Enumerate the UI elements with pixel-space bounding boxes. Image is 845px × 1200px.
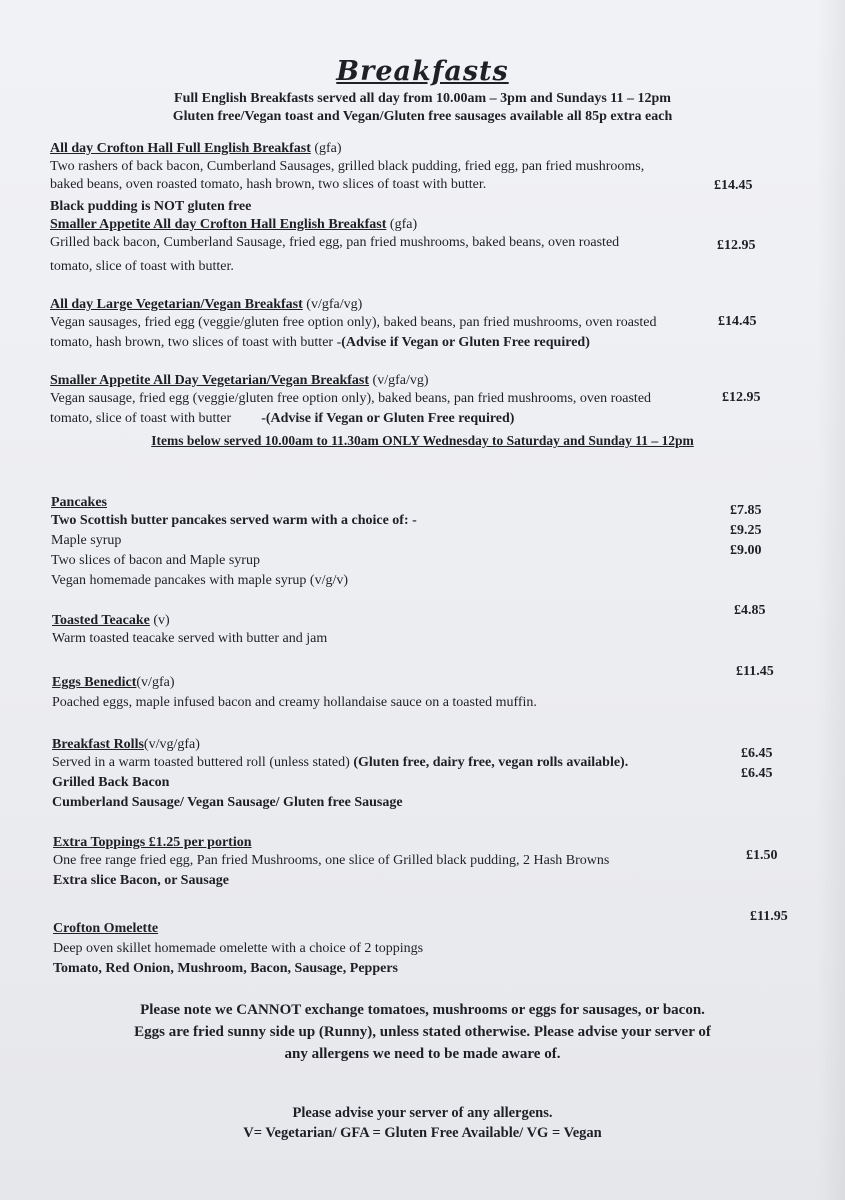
item-desc-line: One free range fried egg, Pan fried Mushrooms, one slice of Grilled black pudding, 2 Hash Browns xyxy=(53,853,610,868)
item-desc-line: Poached eggs, maple infused bacon and creamy hollandaise sauce on a toasted muffin. xyxy=(52,695,537,710)
item-price: £1.50 xyxy=(746,848,778,863)
item-desc-line xyxy=(50,410,514,428)
item-desc-line: Vegan sausage, fried egg (veggie/gluten free option only), baked beans, pan fried mushrooms, oven roasted xyxy=(50,391,652,406)
item-tag: (v/gfa/vg) xyxy=(369,373,429,388)
item-option: Grilled Back Bacon xyxy=(52,775,170,790)
item-name: Smaller Appetite All Day Vegetarian/Vegan Breakfast xyxy=(50,373,370,388)
item-option: Two slices of bacon and Maple syrup xyxy=(51,553,260,568)
serving-times-notice: Items below served 10.00am to 11.30am ONLY Wednesday to Saturday and Sunday 11 – 12pm xyxy=(151,433,694,448)
item-desc-line: baked beans, oven roasted tomato, hash brown, two slices of toast with butter. xyxy=(50,177,487,192)
footer-allergens: Please advise your server of any allergens. xyxy=(292,1105,553,1121)
desc-text: tomato, hash brown, two slices of toast with butter - xyxy=(50,335,342,350)
item-option: Vegan homemade pancakes with maple syrup (v/g/v) xyxy=(51,573,349,588)
footer-note-line: Please note we CANNOT exchange tomatoes, mushrooms or eggs for sausages, or bacon. xyxy=(140,1002,705,1018)
item-option: Tomato, Red Onion, Mushroom, Bacon, Sausage, Peppers xyxy=(53,961,398,976)
item-name: Breakfast Rolls xyxy=(52,737,144,752)
item-name: Toasted Teacake xyxy=(52,613,150,628)
item-option: Cumberland Sausage/ Vegan Sausage/ Gluten free Sausage xyxy=(52,795,403,810)
page-shadow xyxy=(817,0,845,1200)
item-price: £14.45 xyxy=(718,314,757,329)
item-benedict-heading xyxy=(52,674,174,692)
item-price: £9.00 xyxy=(730,543,762,558)
item-smaller-english-heading xyxy=(50,216,417,234)
page-title: Breakfasts xyxy=(336,56,509,87)
item-tag: (v/gfa) xyxy=(136,675,175,690)
item-pancakes-heading: Pancakes xyxy=(51,495,107,510)
item-price: £4.85 xyxy=(734,603,766,618)
intro-line-2: Gluten free/Vegan toast and Vegan/Gluten free sausages available all 85p extra each xyxy=(172,109,673,124)
footer-note-line: any allergens we need to be made aware of. xyxy=(284,1046,561,1062)
item-price: £7.85 xyxy=(730,503,762,518)
item-name: Smaller Appetite All day Crofton Hall English Breakfast xyxy=(50,217,387,232)
item-desc-line xyxy=(50,334,590,352)
item-desc-line: Two Scottish butter pancakes served warm with a choice of: - xyxy=(51,513,417,528)
item-desc-line: Grilled back bacon, Cumberland Sausage, fried egg, pan fried mushrooms, baked beans, oven roasted xyxy=(50,235,620,250)
item-price: £6.45 xyxy=(741,746,773,761)
item-toppings-heading: Extra Toppings £1.25 per portion xyxy=(53,835,252,850)
item-price: £11.45 xyxy=(736,664,774,679)
item-tag: (gfa) xyxy=(310,141,342,156)
item-name: Eggs Benedict xyxy=(52,675,137,690)
desc-text: Served in a warm toasted buttered roll (unless stated) xyxy=(52,755,354,770)
item-tag: (gfa) xyxy=(386,217,418,232)
item-full-english-heading xyxy=(50,140,342,158)
item-price: £11.95 xyxy=(750,909,788,924)
item-teacake-heading xyxy=(52,612,170,630)
desc-text: tomato, slice of toast with butter xyxy=(50,411,232,426)
item-name: All day Crofton Hall Full English Breakfast xyxy=(50,141,311,156)
item-name: All day Large Vegetarian/Vegan Breakfast xyxy=(50,297,303,312)
desc-advice: -(Advise if Vegan or Gluten Free required) xyxy=(261,411,515,426)
item-desc-line: Two rashers of back bacon, Cumberland Sausages, grilled black pudding, fried egg, pan fried mushrooms, xyxy=(50,159,645,174)
item-tag: (v/vg/gfa) xyxy=(143,737,200,752)
item-tag: (v/gfa/vg) xyxy=(302,297,363,312)
item-note: Black pudding is NOT gluten free xyxy=(50,199,252,214)
item-price: £6.45 xyxy=(741,766,773,781)
item-desc-line: Deep oven skillet homemade omelette with a choice of 2 toppings xyxy=(53,941,424,956)
item-option: Extra slice Bacon, or Sausage xyxy=(53,873,229,888)
item-omelette-heading: Crofton Omelette xyxy=(53,921,159,936)
item-price: £12.95 xyxy=(722,390,761,405)
item-smaller-veg-heading xyxy=(50,372,429,390)
item-option: Maple syrup xyxy=(51,533,122,548)
desc-advice: (Advise if Vegan or Gluten Free required) xyxy=(341,335,590,350)
item-price: £14.45 xyxy=(714,178,753,193)
item-desc-line: Warm toasted teacake served with butter and jam xyxy=(52,631,328,646)
item-desc-line: tomato, slice of toast with butter. xyxy=(50,259,234,274)
item-desc-line: Vegan sausages, fried egg (veggie/gluten free option only), baked beans, pan fried mushrooms, oven roasted xyxy=(50,315,657,330)
item-price: £12.95 xyxy=(717,238,756,253)
item-desc-line xyxy=(52,754,628,772)
desc-availability: (Gluten free, dairy free, vegan rolls available). xyxy=(353,755,629,770)
item-large-veg-heading xyxy=(50,296,362,314)
intro-line-1: Full English Breakfasts served all day from 10.00am – 3pm and Sundays 11 – 12pm xyxy=(174,91,671,106)
dietary-key: V= Vegetarian/ GFA = Gluten Free Available/ VG = Vegan xyxy=(243,1125,602,1141)
item-rolls-heading xyxy=(52,736,200,754)
item-price: £9.25 xyxy=(730,523,762,538)
footer-note-line: Eggs are fried sunny side up (Runny), unless stated otherwise. Please advise your server of xyxy=(134,1024,711,1040)
item-tag: (v) xyxy=(149,613,170,628)
